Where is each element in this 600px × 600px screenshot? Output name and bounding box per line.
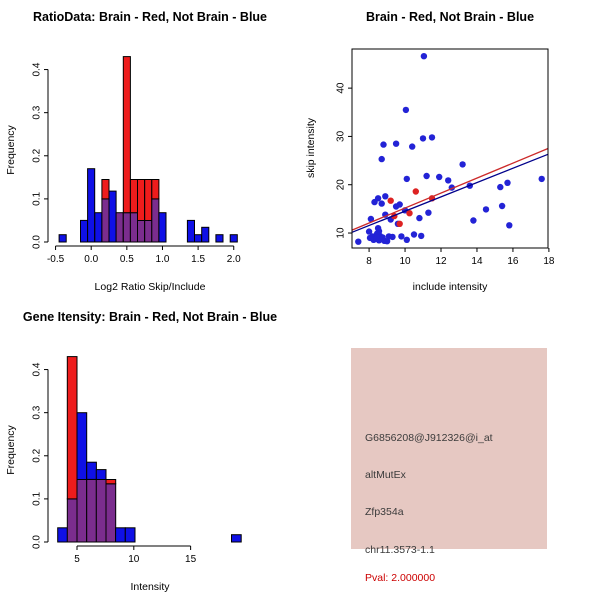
hist-bar-red	[138, 180, 145, 221]
hist-bar-blue	[88, 169, 95, 242]
hist-bar-overlap	[106, 484, 116, 542]
y-tick-label: 0.0	[31, 535, 43, 549]
scatter-plot	[300, 0, 600, 300]
scatter-xlabel: include intensity	[412, 281, 488, 293]
probe-id-text: G6856208@J912326@i_at	[365, 432, 493, 444]
gene-histogram-ylabel: Frequency	[5, 425, 17, 475]
scatter-point-blue	[382, 193, 388, 199]
scatter-point-blue	[379, 156, 385, 162]
hist-bar-overlap	[130, 213, 137, 242]
scatter-point-blue	[429, 134, 435, 140]
y-tick-label: 0.4	[31, 362, 43, 377]
scatter-point-blue	[404, 176, 410, 182]
scatter-point-blue	[404, 237, 410, 243]
hist-bar-blue	[159, 213, 166, 242]
hist-bar-blue	[96, 470, 106, 480]
scatter-point-blue	[409, 143, 415, 149]
x-tick-label: 8	[366, 256, 372, 267]
ratio-histogram-panel	[0, 0, 300, 300]
gene-info-panel	[300, 300, 600, 600]
x-tick-label: 2.0	[226, 254, 241, 265]
x-tick-label: 10	[128, 554, 140, 565]
scatter-point-blue	[418, 233, 424, 239]
x-tick-label: 1.5	[191, 254, 206, 265]
scatter-point-blue	[425, 210, 431, 216]
x-tick-label: 15	[185, 554, 197, 565]
location-text: chr11.3573-1.1	[365, 544, 435, 556]
scatter-point-blue	[375, 195, 381, 201]
hist-bar-blue	[230, 235, 237, 242]
scatter-point-blue	[411, 231, 417, 237]
scatter-point-red	[413, 188, 419, 194]
hist-bar-blue	[202, 227, 209, 242]
gene-histogram-xlabel: Intensity	[130, 581, 170, 593]
x-tick-label: 16	[507, 256, 519, 267]
gene-info-box	[351, 348, 547, 584]
hist-bar-blue	[195, 235, 202, 242]
scatter-point-blue	[497, 184, 503, 190]
event-type-text: altMutEx	[365, 469, 406, 481]
hist-bar-blue	[125, 528, 135, 542]
hist-bar-overlap	[138, 220, 145, 242]
notbrain-fit-blue-line	[352, 154, 548, 232]
x-tick-label: 1.0	[155, 254, 170, 265]
y-tick-label: 0.1	[31, 191, 43, 206]
hist-bar-overlap	[116, 213, 123, 242]
hist-bar-blue	[77, 413, 87, 480]
scatter-point-blue	[445, 177, 451, 183]
hist-bar-blue	[87, 462, 97, 479]
ratio-histogram-ylabel: Frequency	[5, 125, 17, 175]
scatter-panel	[300, 0, 600, 300]
scatter-point-blue	[436, 174, 442, 180]
y-tick-label: 0.4	[31, 62, 43, 77]
hist-bar-blue	[109, 191, 116, 242]
ratio-histogram-plot	[0, 0, 300, 300]
hist-bar-blue	[81, 220, 88, 242]
x-tick-label: 18	[543, 256, 555, 267]
y-tick-label: 0.2	[31, 448, 43, 463]
y-tick-label: 0.3	[31, 405, 43, 420]
x-tick-label: -0.5	[46, 254, 65, 265]
gene-histogram-marks	[32, 357, 242, 565]
ratio-histogram-marks	[32, 57, 241, 265]
scatter-title: Brain - Red, Not Brain - Blue	[365, 10, 535, 24]
scatter-marks	[336, 49, 555, 267]
y-tick-label: 10	[335, 227, 347, 239]
scatter-point-red	[397, 221, 403, 227]
scatter-point-blue	[470, 217, 476, 223]
scatter-point-blue	[397, 201, 403, 207]
scatter-point-blue	[379, 200, 385, 206]
hist-bar-red	[106, 480, 116, 484]
hist-bar-blue	[58, 528, 68, 542]
y-tick-label: 0.0	[31, 235, 43, 249]
hist-bar-red	[145, 180, 152, 221]
hist-bar-blue	[116, 528, 126, 542]
scatter-point-blue	[389, 234, 395, 240]
scatter-point-blue	[416, 215, 422, 221]
hist-bar-overlap	[96, 480, 106, 543]
scatter-point-red	[388, 198, 394, 204]
scatter-point-blue	[420, 135, 426, 141]
hist-bar-overlap	[87, 480, 97, 543]
scatter-point-blue	[483, 206, 489, 212]
hist-bar-red	[130, 180, 137, 213]
hist-bar-overlap	[77, 480, 87, 543]
ratio-histogram-title: RatioData: Brain - Red, Not Brain - Blue	[32, 10, 268, 24]
ratio-histogram-xlabel: Log2 Ratio Skip/Include	[94, 281, 206, 293]
scatter-point-blue	[504, 180, 510, 186]
scatter-point-blue	[398, 233, 404, 239]
hist-bar-overlap	[123, 213, 130, 242]
hist-bar-blue	[187, 220, 194, 242]
scatter-point-blue	[355, 239, 361, 245]
hist-bar-blue	[95, 213, 102, 242]
x-tick-label: 10	[399, 256, 411, 267]
hist-bar-overlap	[67, 499, 77, 542]
gene-histogram-panel	[0, 300, 300, 600]
hist-bar-red	[67, 357, 77, 499]
hist-bar-overlap	[102, 199, 109, 242]
gene-histogram-title: Gene Itensity: Brain - Red, Not Brain - Blue	[22, 310, 278, 324]
hist-bar-blue	[59, 235, 66, 242]
scatter-point-blue	[403, 107, 409, 113]
y-tick-label: 0.3	[31, 105, 43, 120]
scatter-point-blue	[393, 141, 399, 147]
y-tick-label: 0.1	[31, 491, 43, 506]
gene-name-text: Zfp354a	[365, 506, 404, 518]
x-tick-label: 0.0	[84, 254, 99, 265]
scatter-ylabel: skip intensity	[305, 117, 317, 179]
y-tick-label: 0.2	[31, 148, 43, 163]
scatter-point-blue	[539, 176, 545, 182]
hist-bar-blue	[216, 235, 223, 242]
y-tick-label: 20	[335, 179, 347, 191]
scatter-point-blue	[506, 222, 512, 228]
hist-bar-overlap	[152, 199, 159, 242]
pval-text: Pval: 2.000000	[365, 572, 436, 584]
x-tick-label: 12	[435, 256, 447, 267]
hist-bar-red	[123, 57, 130, 213]
hist-bar-red	[152, 180, 159, 199]
scatter-point-blue	[459, 161, 465, 167]
y-tick-label: 30	[335, 130, 347, 142]
scatter-point-blue	[421, 53, 427, 59]
hist-bar-red	[102, 180, 109, 199]
y-tick-label: 40	[335, 82, 347, 94]
scatter-point-blue	[380, 141, 386, 147]
x-tick-label: 5	[74, 554, 80, 565]
x-tick-label: 0.5	[119, 254, 134, 265]
hist-bar-overlap	[145, 220, 152, 242]
scatter-point-blue	[499, 203, 505, 209]
scatter-point-blue	[376, 228, 382, 234]
scatter-point-blue	[423, 173, 429, 179]
hist-bar-blue	[232, 535, 242, 542]
x-tick-label: 14	[471, 256, 483, 267]
gene-histogram-plot	[0, 300, 300, 600]
